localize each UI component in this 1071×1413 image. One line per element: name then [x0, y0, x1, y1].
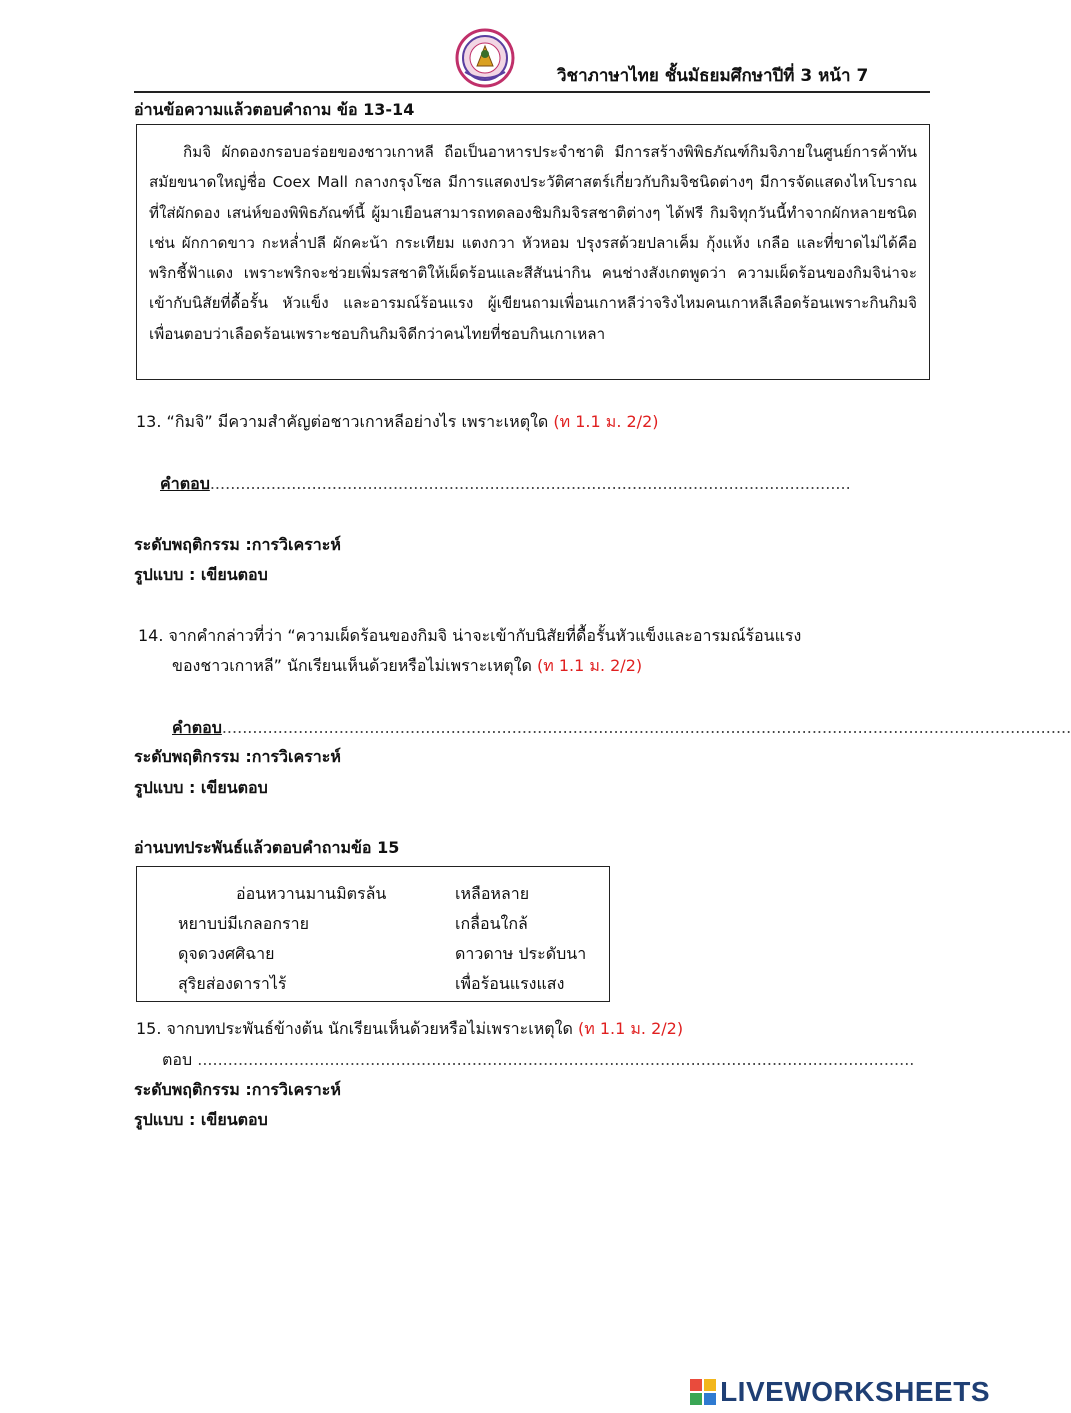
poem-line-2-right: เกลื่อนใกล้: [455, 914, 528, 933]
reading-passage-box: [136, 124, 930, 380]
question-15-standard-ref: (ท 1.1 ม. 2/2): [577, 1019, 684, 1038]
reading-passage-text: กิมจิ ผักดองกรอบอร่อยของชาวเกาหลี ถือเป็นอาหารประจำชาติ มีการสร้างพิพิธภัณฑ์กิมจิภายในศูนย์การค้าทันสมัยขนาดใหญ่ชื่อ Coex Mall กลางกรุงโซล มีการแสดงประวัติศาสตร์เกี่ยวกับกิมจิชนิดต่างๆ มีการจัดแสดงไหโบราณที่ใส่ผักดอง เสน่ห์ของพิพิธภัณฑ์นี้ ผู้มาเยือนสามารถทดลองชิมกิมจิรสชาติต่างๆ ได้ฟรี กิมจิทุกวันนี้ทำจากผักหลายชนิด เช่น ผักกาดขาว กะหล่ำปลี ผักคะน้า กระเทียม แตงกวา หัวหอม ปรุงรสด้วยปลาเค็ม กุ้งแห้ง เกลือ และที่ขาดไม่ได้คือ พริกชี้ฟ้าแดง เพราะพริกจะช่วยเพิ่มรสชาติให้เผ็ดร้อนและสีสันน่ากิน คนช่างสังเกตพูดว่า ความเผ็ดร้อนของกิมจิน่าจะเข้ากับนิสัยที่ดื้อรั้น หัวแข็ง และอารมณ์ร้อนแรง ผู้เขียนถามเพื่อนเกาหลีว่าจริงไหมคนเกาหลีเลือดร้อนเพราะกินกิมจิ เพื่อนตอบว่าเลือดร้อนเพราะชอบกินกิมจิดีกว่าคนไทยที่ชอบกินเกาเหลา: [149, 143, 917, 343]
poem-line-3-right: ดาวดาษ ประดับนา: [455, 944, 587, 963]
question-13: [136, 410, 659, 435]
question-13-text: 13. “กิมจิ” มีความสำคัญต่อชาวเกาหลีอย่างไร เพราะเหตุใด: [136, 412, 549, 431]
question-13-answer-dots[interactable]: ..............................................................................................................................: [209, 474, 851, 493]
question-14-line2: [172, 654, 642, 679]
question-15-text: 15. จากบทประพันธ์ข้างต้น นักเรียนเห็นด้วยหรือไม่เพราะเหตุใด: [136, 1019, 573, 1038]
poem-line-2-left: หยาบบ่มีเกลอกราย: [178, 914, 309, 933]
question-14-format: รูปแบบ : เขียนตอบ: [134, 778, 268, 797]
section1-heading: อ่านข้อความแล้วตอบคำถาม ข้อ 13-14: [134, 100, 415, 119]
question-14-text-line2: ของชาวเกาหลี” นักเรียนเห็นด้วยหรือไม่เพราะเหตุใด: [172, 656, 532, 675]
poem-line-1-left: อ่อนหวานมานมิตรล้น: [236, 884, 387, 903]
question-13-answer-line[interactable]: [160, 472, 851, 497]
question-13-behavior-level: ระดับพฤติกรรม :การวิเคราะห์: [134, 535, 341, 554]
poem-line-4-left: สุริยส่องดาราไร้: [178, 974, 287, 993]
question-14-line1: 14. จากคำกล่าวที่ว่า “ความเผ็ดร้อนของกิมจิ น่าจะเข้ากับนิสัยที่ดื้อรั้นหัวแข็งและอารมณ์ร้อนแรง: [138, 626, 802, 645]
section2-heading: อ่านบทประพันธ์แล้วตอบคำถามข้อ 15: [134, 838, 400, 857]
question-15-behavior-level: ระดับพฤติกรรม :การวิเคราะห์: [134, 1080, 341, 1099]
question-14-answer-line[interactable]: [172, 716, 1071, 741]
question-15-answer-label: ตอบ: [162, 1050, 193, 1069]
question-14-answer-label: คำตอบ: [172, 718, 222, 737]
liveworksheets-brand[interactable]: [690, 1377, 990, 1407]
question-15-format: รูปแบบ : เขียนตอบ: [134, 1110, 268, 1129]
question-13-standard-ref: (ท 1.1 ม. 2/2): [553, 412, 659, 431]
school-emblem-logo: [455, 28, 515, 88]
question-15: [136, 1017, 683, 1042]
question-14-answer-dots[interactable]: .......................................................................................................................................................................: [221, 718, 1071, 737]
liveworksheets-logo-icon: [690, 1379, 716, 1405]
header-divider: [134, 91, 930, 93]
question-15-answer-line[interactable]: [162, 1048, 915, 1073]
question-14-standard-ref: (ท 1.1 ม. 2/2): [537, 656, 643, 675]
poem-line-1-right: เหลือหลาย: [455, 884, 530, 903]
poem-line-4-right: เพื่อร้อนแรงแสง: [455, 974, 565, 993]
poem-line-3-left: ดุจดวงศศิฉาย: [178, 944, 275, 963]
question-15-answer-dots[interactable]: .............................................................................................................................................: [197, 1050, 915, 1069]
page-header-title: วิชาภาษาไทย ชั้นมัธยมศึกษาปีที่ 3 หน้า 7: [557, 66, 869, 86]
liveworksheets-brand-text: LIVEWORKSHEETS: [720, 1376, 990, 1407]
question-13-answer-label: คำตอบ: [160, 474, 210, 493]
question-13-format: รูปแบบ : เขียนตอบ: [134, 565, 268, 584]
question-14-behavior-level: ระดับพฤติกรรม :การวิเคราะห์: [134, 747, 341, 766]
